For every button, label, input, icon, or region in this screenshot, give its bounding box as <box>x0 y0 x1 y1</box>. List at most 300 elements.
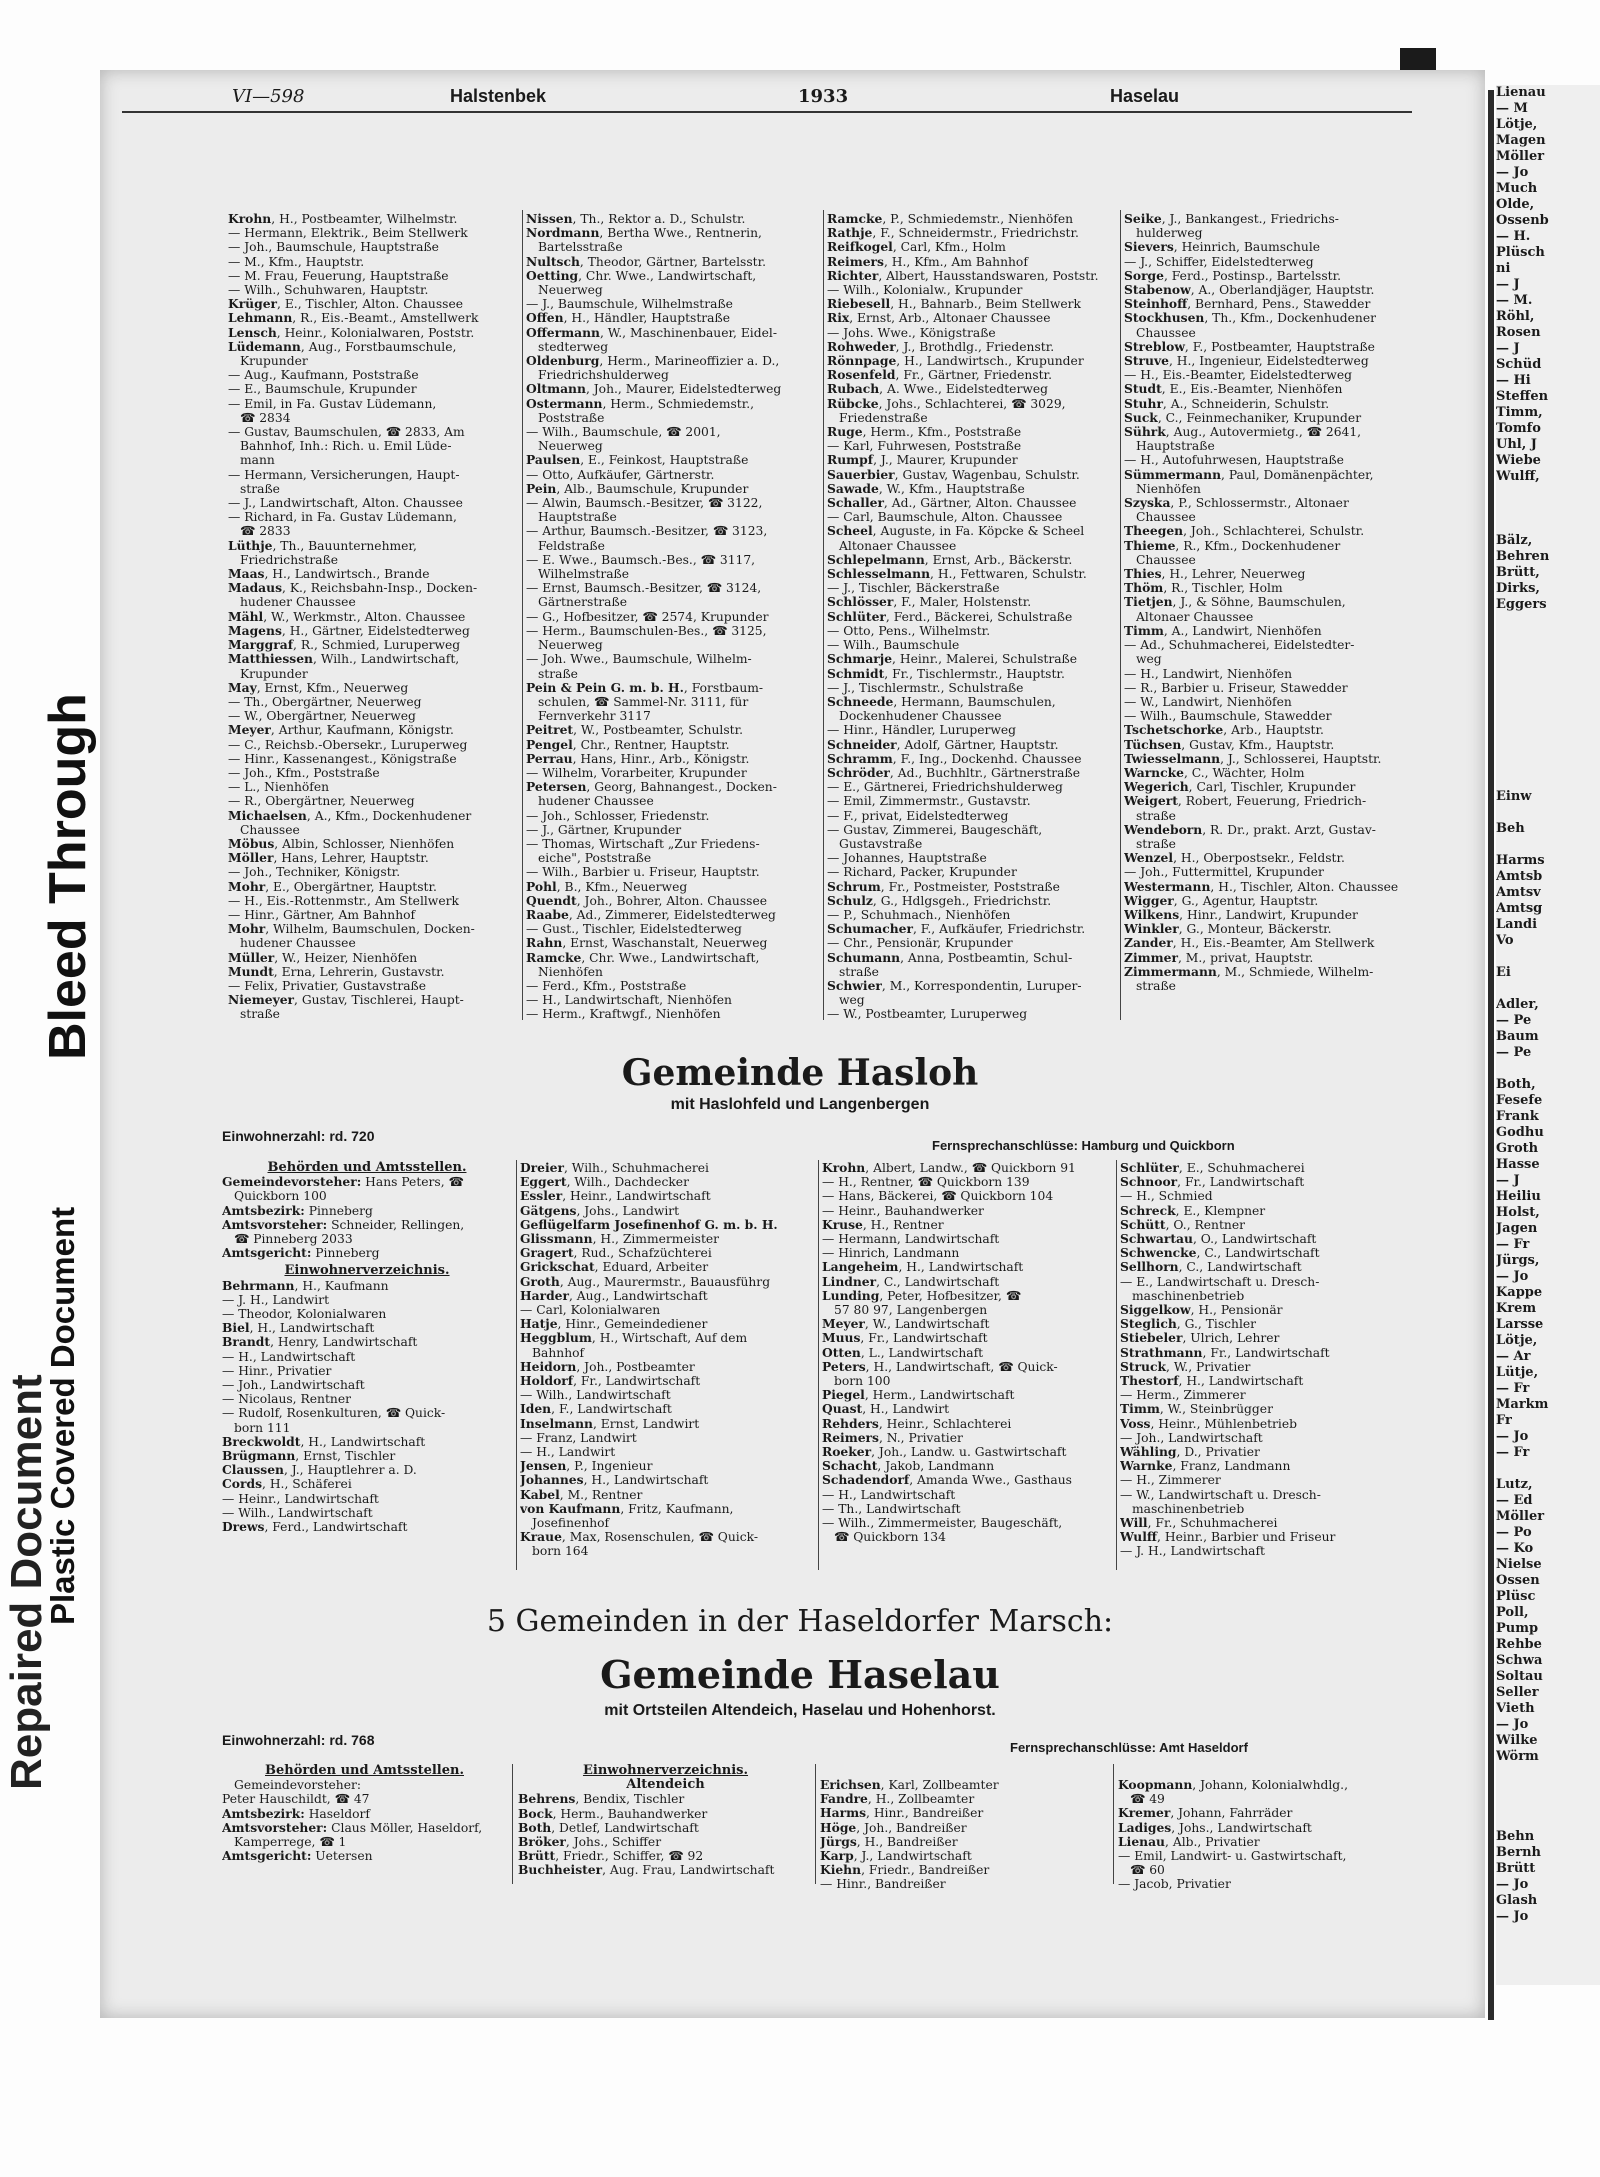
directory-entry: Westermann, H., Tischler, Alton. Chaussee <box>1124 879 1399 894</box>
directory-entry: — Carl, Baumschule, Alton. Chaussee <box>827 510 1063 525</box>
hasloh-authorities-heading: Behörden und Amtsstellen. <box>267 1160 467 1175</box>
directory-entry: — Wilh., Landwirtschaft <box>520 1388 671 1403</box>
directory-entry: maschinenbetrieb <box>1132 1501 1245 1516</box>
next-page-fragment <box>1496 837 1600 853</box>
directory-entry: Wilkens, Hinr., Landwirt, Krupunder <box>1124 907 1358 922</box>
next-page-fragment <box>1496 741 1600 757</box>
next-page-fragment <box>1496 757 1600 773</box>
directory-entry: — Heinr., Bauhandwerker <box>822 1203 984 1218</box>
directory-entry: Langeheim, H., Landwirtschaft <box>822 1260 1024 1275</box>
directory-entry: Both, Detlef, Landwirtschaft <box>518 1820 699 1835</box>
directory-entry: — M. Frau, Feuerung, Hauptstraße <box>228 268 449 283</box>
next-page-fragment: Ossenb <box>1496 213 1549 228</box>
directory-entry: — Johs. Wwe., Königstraße <box>827 325 996 340</box>
directory-entry: Rohweder, J., Brothdlg., Friedenstr. <box>827 339 1055 354</box>
directory-entry: Matthiessen, Wilh., Landwirtschaft, <box>228 652 460 667</box>
directory-entry: — E., Landwirtschaft u. Dresch- <box>1120 1274 1320 1289</box>
directory-entry: Krohn, Albert, Landw., ☎ Quickborn 91 <box>822 1161 1076 1175</box>
directory-entry: Scheel, Auguste, in Fa. Köpcke & Scheel <box>827 524 1085 539</box>
directory-entry: 57 80 97, Langenbergen <box>834 1303 988 1318</box>
directory-entry: — E., Gärtnerei, Friedrichshulderweg <box>827 780 1063 795</box>
next-page-fragment: Wörm <box>1496 1749 1539 1764</box>
directory-entry: Behrmann, H., Kaufmann <box>222 1278 389 1293</box>
directory-entry: Fernverkehr 3117 <box>538 709 651 724</box>
directory-entry: — H., Schmied <box>1120 1189 1213 1204</box>
next-page-fragment: Vo <box>1496 933 1514 948</box>
next-page-fragment: Behn <box>1496 1829 1535 1844</box>
directory-entry: eiche", Poststraße <box>538 851 652 866</box>
directory-entry: Reifkogel, Carl, Kfm., Holm <box>827 240 1006 255</box>
next-page-fragment: Kappe <box>1496 1285 1543 1300</box>
next-page-fragment <box>1496 709 1600 725</box>
directory-entry: Krohn, H., Postbeamter, Wilhelmstr. <box>228 212 458 226</box>
directory-entry: Feldstraße <box>538 538 605 553</box>
directory-entry: Pohl, B., Kfm., Neuerweg <box>526 879 688 894</box>
directory-entry: Kruse, H., Rentner <box>822 1217 944 1232</box>
directory-entry: Pengel, Chr., Rentner, Hauptstr. <box>526 737 730 752</box>
directory-entry: — Herm., Kraftwgf., Nienhöfen <box>526 1007 721 1022</box>
directory-entry: — H., Landwirtschaft, Nienhöfen <box>526 993 732 1008</box>
directory-entry: Lienau, Alb., Privatier <box>1118 1834 1260 1849</box>
directory-entry: Hatje, Hinr., Gemeindediener <box>520 1317 708 1332</box>
directory-entry: Theegen, Joh., Schlachterei, Schulstr. <box>1124 524 1365 539</box>
directory-entry: Inselmann, Ernst, Landwirt <box>520 1416 700 1431</box>
next-page-fragment: — Jo <box>1496 1877 1529 1892</box>
directory-entry: — W., Postbeamter, Luruperweg <box>827 1007 1028 1022</box>
next-page-fragment: Landi <box>1496 917 1538 932</box>
directory-entry: Petersen, Georg, Bahnangest., Docken- <box>526 780 777 795</box>
next-page-fragment: Ossen <box>1496 1573 1540 1588</box>
next-page-fragment: Rehbe <box>1496 1637 1542 1652</box>
directory-entry: born 164 <box>532 1544 589 1559</box>
directory-entry: Kremer, Johann, Fahrräder <box>1118 1806 1293 1821</box>
next-page-fragment: Glash <box>1496 1893 1538 1908</box>
directory-entry: Tschetschorke, Arb., Hauptstr. <box>1124 723 1324 738</box>
directory-entry: Rehders, Heinr., Schlachterei <box>822 1416 1012 1431</box>
directory-entry: Rosenfeld, Fr., Gärtner, Friedenstr. <box>827 368 1052 383</box>
next-page-fragment: Lutz, <box>1496 1477 1533 1492</box>
directory-entry: Marggraf, R., Schmied, Luruperweg <box>228 638 461 653</box>
directory-entry: Claussen, J., Hauptlehrer a. D. <box>222 1463 417 1478</box>
next-page-fragment: Wilke <box>1496 1733 1538 1748</box>
directory-entry: Thöm, R., Tischler, Holm <box>1124 581 1283 596</box>
directory-entry: Magens, H., Gärtner, Eidelstedterweg <box>228 623 470 638</box>
next-page-fragment: Baum <box>1496 1029 1539 1044</box>
directory-entry: — Hinr., Privatier <box>222 1363 332 1378</box>
haselau-authorities <box>222 1778 507 1863</box>
directory-entry: Wenzel, H., Oberpostsekr., Feldstr. <box>1124 851 1345 866</box>
next-page-fragment: — Fr <box>1496 1381 1530 1396</box>
directory-entry: hudener Chaussee <box>240 595 356 610</box>
next-page-fragment: — J <box>1496 341 1520 356</box>
halstenbek-col-4 <box>1124 212 1414 993</box>
next-page-fragment: Pump <box>1496 1621 1539 1636</box>
directory-entry: — Joh., Baumschule, Hauptstraße <box>228 240 439 255</box>
hasloh-subtitle: mit Haslohfeld und Langenbergen <box>670 1096 930 1113</box>
directory-entry: Pein, Alb., Baumschule, Krupunder <box>526 481 749 496</box>
next-page-fragment: Hasse <box>1496 1157 1540 1172</box>
directory-entry: Amtsbezirk: Haseldorf <box>222 1806 370 1821</box>
directory-entry: Will, Fr., Schuhmacherei <box>1120 1516 1278 1531</box>
directory-entry: Karp, J., Landwirtschaft <box>820 1849 972 1864</box>
next-page-fragment: Timm, <box>1496 405 1543 420</box>
directory-entry: Sührk, Aug., Autovermietg., ☎ 2641, <box>1124 425 1362 440</box>
directory-entry: Lüdemann, Aug., Forstbaumschule, <box>228 339 457 354</box>
haselau-col-2 <box>518 1764 813 1878</box>
directory-entry: Schlepelmann, Ernst, Arb., Bäckerstr. <box>827 552 1073 567</box>
directory-entry: Peitret, W., Postbeamter, Schulstr. <box>526 723 744 738</box>
directory-entry: — H., Eis.-Rottenmstr., Am Stellwerk <box>228 893 459 908</box>
directory-entry: Heggblum, H., Wirtschaft, Auf dem <box>520 1331 748 1346</box>
directory-entry: Voss, Heinr., Mühlenbetrieb <box>1120 1416 1298 1431</box>
next-page-fragment: Brütt, <box>1496 565 1540 580</box>
directory-entry: Kiehn, Friedr., Bandreißer <box>820 1863 990 1878</box>
directory-entry: May, Ernst, Kfm., Neuerweg <box>228 680 409 695</box>
directory-entry: Wendeborn, R. Dr., prakt. Arzt, Gustav- <box>1124 822 1376 837</box>
next-page-fragment <box>1496 981 1600 997</box>
directory-entry: — H., Landwirt, Nienhöfen <box>1124 666 1293 681</box>
directory-entry: — Joh. Wwe., Baumschule, Wilhelm- <box>526 652 752 667</box>
directory-entry: — Emil, Landwirt- u. Gastwirtschaft, <box>1118 1849 1347 1864</box>
directory-entry: Gemeindevorsteher: <box>234 1778 362 1793</box>
next-page-fragment <box>1496 693 1600 709</box>
next-page-fragment: — Ar <box>1496 1349 1531 1364</box>
next-page-fragment: — Fr <box>1496 1445 1530 1460</box>
next-page-fragment: Magen <box>1496 133 1546 148</box>
directory-entry: Offen, H., Händler, Hauptstraße <box>526 311 730 326</box>
directory-entry: Ruge, Herm., Kfm., Poststraße <box>827 425 1022 440</box>
next-page-fragment <box>1496 517 1600 533</box>
column-divider <box>815 1764 816 1884</box>
directory-entry: — Nicolaus, Rentner <box>222 1392 351 1407</box>
directory-entry: Reimers, H., Kfm., Am Bahnhof <box>827 254 1028 269</box>
directory-entry: — Gustav, Baumschulen, ☎ 2833, Am <box>228 425 465 440</box>
directory-entry: Koopmann, Johann, Kolonialwhdlg., <box>1118 1778 1348 1792</box>
directory-entry: — H., Eis.-Beamter, Eidelstedterweg <box>1124 368 1352 383</box>
directory-entry: Madaus, K., Reichsbahn-Insp., Docken- <box>228 581 478 596</box>
next-page-fragment: Röhl, <box>1496 309 1535 324</box>
next-page-fragment: Lötje, <box>1496 117 1538 132</box>
directory-entry: Gemeindevorsteher: Hans Peters, ☎ <box>222 1175 464 1190</box>
directory-entry: — Hermann, Elektrik., Beim Stellwerk <box>228 226 468 241</box>
next-page-fragment: Markm <box>1496 1397 1549 1412</box>
directory-entry: straße <box>538 666 578 681</box>
directory-entry: Amtsvorsteher: Claus Möller, Haseldorf, <box>222 1820 483 1835</box>
directory-entry: Mähl, W., Werkmstr., Alton. Chaussee <box>228 609 466 624</box>
directory-entry: Sauerbier, Gustav, Wagenbau, Schulstr. <box>827 467 1080 482</box>
hasloh-col-1 <box>222 1161 512 1534</box>
directory-entry: — Joh., Landwirtschaft <box>1120 1430 1263 1445</box>
next-page-fragment <box>1496 725 1600 741</box>
directory-entry: Drews, Ferd., Landwirtschaft <box>222 1520 408 1535</box>
directory-entry: — W., Landwirt, Nienhöfen <box>1124 694 1292 709</box>
directory-entry: — G., Hofbesitzer, ☎ 2574, Krupunder <box>526 609 769 624</box>
next-page-fragment <box>1496 805 1600 821</box>
directory-entry: maschinenbetrieb <box>1132 1288 1245 1303</box>
directory-entry: — Otto, Aufkäufer, Gärtnerstr. <box>526 467 715 482</box>
directory-entry: Zander, H., Eis.-Beamter, Am Stellwerk <box>1124 936 1375 951</box>
directory-entry: — Ferd., Kfm., Poststraße <box>526 978 687 993</box>
directory-entry: Schmidt, Fr., Tischlermstr., Hauptstr. <box>827 666 1065 681</box>
directory-entry: Peters, H., Landwirtschaft, ☎ Quick- <box>822 1359 1058 1374</box>
directory-entry: — Hinr., Händler, Luruperweg <box>827 723 1017 738</box>
directory-entry: — Hermann, Versicherungen, Haupt- <box>228 467 460 482</box>
directory-entry: Sümmermann, Paul, Domänenpächter, <box>1124 467 1374 482</box>
next-page-fragment: Adler, <box>1496 997 1539 1012</box>
directory-entry: Schlesselmann, H., Fettwaren, Schulstr. <box>827 567 1087 582</box>
directory-entry: — F., privat, Eidelstedterweg <box>827 808 1009 823</box>
directory-entry: — Hinr., Kassenangest., Königstraße <box>228 751 457 766</box>
next-page-fragment: — Jo <box>1496 165 1529 180</box>
directory-entry: — M., Kfm., Hauptstr. <box>228 254 365 269</box>
directory-entry: — Wilh., Landwirtschaft <box>222 1505 373 1520</box>
directory-entry: Krupunder <box>240 666 308 681</box>
directory-entry: Erichsen, Karl, Zollbeamter <box>820 1778 999 1792</box>
directory-entry: — Wilh., Baumschule <box>827 638 960 653</box>
next-page-fragment: Uhl, J <box>1496 437 1537 452</box>
directory-entry: Streblow, F., Postbeamter, Hauptstraße <box>1124 339 1375 354</box>
next-page-fragment: Wiebe <box>1496 453 1541 468</box>
directory-entry: — Karl, Fuhrwesen, Poststraße <box>827 439 1022 454</box>
haselau-title: Gemeinde Haselau <box>600 1652 1000 1697</box>
directory-entry: Reimers, N., Privatier <box>822 1430 963 1445</box>
next-page-fragment: — M <box>1496 101 1528 116</box>
directory-entry: Mohr, E., Obergärtner, Hauptstr. <box>228 879 437 894</box>
directory-entry: Rönnpage, H., Landwirtsch., Krupunder <box>827 354 1084 369</box>
hasloh-population: Einwohnerzahl: rd. 720 <box>222 1128 375 1144</box>
directory-entry: Quendt, Joh., Bohrer, Alton. Chaussee <box>526 893 768 908</box>
directory-entry: Zimmermann, M., Schmiede, Wilhelm- <box>1124 964 1374 979</box>
directory-entry: — Joh., Techniker, Königstr. <box>228 865 401 880</box>
directory-entry: straße <box>839 964 879 979</box>
next-page-fragment: Fr <box>1496 1413 1512 1428</box>
next-page-fragment: — Ko <box>1496 1541 1534 1556</box>
next-page-fragment: — H. <box>1496 229 1531 244</box>
directory-entry: Roeker, Joh., Landw. u. Gastwirtschaft <box>822 1445 1067 1460</box>
next-page-fragment <box>1496 1461 1600 1477</box>
next-page-text <box>1496 85 1600 1925</box>
directory-entry: Hauptstraße <box>538 510 617 525</box>
next-page-fragment: Rosen <box>1496 325 1541 340</box>
haselau-residents-1 <box>518 1792 813 1877</box>
directory-entry: Ladiges, Johs., Landwirtschaft <box>1118 1820 1312 1835</box>
directory-entry: — Gustav, Zimmerei, Baugeschäft, <box>827 822 1043 837</box>
directory-entry: — R., Obergärtner, Neuerweg <box>228 794 415 809</box>
directory-entry: — Hinr., Gärtner, Am Bahnhof <box>228 907 416 922</box>
directory-entry: Schnoor, Fr., Landwirtschaft <box>1120 1175 1305 1190</box>
directory-entry: Kraue, Max, Rosenschulen, ☎ Quick- <box>520 1530 758 1545</box>
directory-entry: — Ernst, Baumsch.-Besitzer, ☎ 3124, <box>526 581 762 596</box>
directory-entry: Winkler, G., Monteur, Bäckerstr. <box>1124 922 1332 937</box>
directory-entry: — Emil, Zimmermstr., Gustavstr. <box>827 794 1031 809</box>
next-page-fragment: Bälz, <box>1496 533 1533 548</box>
directory-entry: Dockenhudener Chaussee <box>839 709 1002 724</box>
column-divider <box>1113 1764 1114 1884</box>
directory-entry: — Th., Obergärtner, Neuerweg <box>228 694 422 709</box>
page-number: VI—598 <box>232 86 305 107</box>
directory-entry: Stockhusen, Th., Kfm., Dockenhudener <box>1124 311 1376 326</box>
directory-entry: Struve, H., Ingenieur, Eidelstedterweg <box>1124 354 1369 369</box>
directory-entry: Thestorf, H., Landwirtschaft <box>1120 1374 1304 1389</box>
directory-entry: — J., Tischler, Bäckerstraße <box>827 581 1000 596</box>
directory-entry: Ostermann, Herm., Schmiedemstr., <box>526 396 755 411</box>
directory-entry: Nissen, Th., Rektor a. D., Schulstr. <box>526 212 746 226</box>
directory-entry: — Felix, Privatier, Gustavstraße <box>228 978 427 993</box>
next-page-fragment: — Fr <box>1496 1237 1530 1252</box>
directory-entry: Neuerweg <box>538 638 603 653</box>
directory-entry: Geflügelfarm Josefinenhof G. m. b. H. <box>520 1217 778 1232</box>
directory-entry: Schröder, Ad., Buchhltr., Gärtnerstraße <box>827 765 1080 780</box>
directory-entry: — P., Schuhmach., Nienhöfen <box>827 907 1011 922</box>
next-page-fragment: Poll, <box>1496 1605 1529 1620</box>
next-page-fragment: — Pe <box>1496 1045 1532 1060</box>
directory-entry: Friedenstraße <box>839 410 928 425</box>
directory-entry: Neuerweg <box>538 283 603 298</box>
directory-entry: Thieme, R., Kfm., Dockenhudener <box>1124 538 1341 553</box>
halstenbek-col-3 <box>827 212 1122 1022</box>
hasloh-col-2 <box>520 1161 815 1559</box>
directory-entry: Amtsvorsteher: Schneider, Rellingen, <box>222 1217 465 1232</box>
directory-entry: Iden, F., Landwirtschaft <box>520 1402 672 1417</box>
directory-entry: Oetting, Chr. Wwe., Landwirtschaft, <box>526 268 757 283</box>
next-page-fragment: Tomfo <box>1496 421 1541 436</box>
hasloh-residents-heading: Einwohnerverzeichnis. <box>284 1263 450 1279</box>
directory-entry: Stuhr, A., Schneiderin, Schulstr. <box>1124 396 1330 411</box>
directory-entry: Steinhoff, Bernhard, Pens., Stawedder <box>1124 297 1371 312</box>
directory-entry: schulen, ☎ Sammel-Nr. 3111, für <box>538 694 749 709</box>
directory-entry: Brügmann, Ernst, Tischler <box>222 1449 396 1464</box>
directory-entry: — Gust., Tischler, Eidelstedterweg <box>526 922 742 937</box>
directory-entry: — Heinr., Landwirtschaft <box>222 1491 379 1506</box>
next-page-fragment: Soltau <box>1496 1669 1543 1684</box>
column-divider <box>516 1160 517 1570</box>
directory-entry: Timm, A., Landwirt, Nienhöfen <box>1124 623 1322 638</box>
directory-entry: Nultsch, Theodor, Gärtner, Bartelsstr. <box>526 254 767 269</box>
directory-entry: Richter, Albert, Hausstandswaren, Poststr. <box>827 268 1099 283</box>
directory-entry: Perrau, Hans, Hinr., Arb., Königstr. <box>526 751 750 766</box>
next-page-fragment: — Jo <box>1496 1429 1529 1444</box>
directory-entry: Müller, W., Heizer, Nienhöfen <box>228 950 418 965</box>
directory-entry: Jensen, P., Ingenieur <box>520 1459 653 1474</box>
next-page-fragment: Eggers <box>1496 597 1547 612</box>
directory-entry: — Otto, Pens., Wilhelmstr. <box>827 623 991 638</box>
marsch-heading: 5 Gemeinden in der Haseldorfer Marsch: <box>486 1604 1114 1639</box>
directory-entry: — Herm., Baumschulen-Bes., ☎ 3125, <box>526 623 767 638</box>
next-page-fragment: Möller <box>1496 149 1545 164</box>
directory-entry: Amtsbezirk: Pinneberg <box>222 1203 373 1218</box>
directory-entry: Sievers, Heinrich, Baumschule <box>1124 240 1321 255</box>
directory-entry: Heidorn, Joh., Postbeamter <box>520 1359 695 1374</box>
directory-entry: Niemeyer, Gustav, Tischlerei, Haupt- <box>228 993 464 1008</box>
directory-entry: Biel, H., Landwirtschaft <box>222 1321 375 1336</box>
directory-entry: — Jacob, Privatier <box>1118 1877 1231 1892</box>
directory-entry: — Rudolf, Rosenkulturen, ☎ Quick- <box>222 1406 446 1421</box>
directory-entry: — Aug., Kaufmann, Poststraße <box>228 368 419 383</box>
directory-entry: straße <box>240 481 280 496</box>
directory-entry: Strathmann, Fr., Landwirtschaft <box>1120 1345 1330 1360</box>
directory-entry: Josefinenhof <box>532 1516 610 1531</box>
directory-entry: stedterweg <box>538 339 609 354</box>
haselau-residents-heading: Einwohnerverzeichnis. <box>582 1763 749 1778</box>
directory-entry: — E. Wwe., Baumsch.-Bes., ☎ 3117, <box>526 552 756 567</box>
directory-entry: Schumann, Anna, Postbeamtin, Schul- <box>827 950 1073 965</box>
directory-entry: Warnke, Franz, Landmann <box>1120 1459 1291 1474</box>
next-page-fragment <box>1496 1797 1600 1813</box>
next-page-fragment: — Jo <box>1496 1717 1529 1732</box>
directory-entry: Stiebeler, Ulrich, Lehrer <box>1120 1331 1280 1346</box>
directory-entry: mann <box>240 453 275 468</box>
directory-entry: — J. H., Landwirt <box>222 1292 330 1307</box>
next-page-fragment: Einw <box>1496 789 1532 804</box>
directory-entry: — Ad., Schuhmacherei, Eidelstedter- <box>1124 638 1355 653</box>
directory-entry: Gragert, Rud., Schafzüchterei <box>520 1246 712 1261</box>
directory-entry: — Hans, Bäckerei, ☎ Quickborn 104 <box>822 1189 1054 1204</box>
directory-entry: Mundt, Erna, Lehrerin, Gustavstr. <box>228 964 445 979</box>
directory-entry: Nienhöfen <box>1136 481 1201 496</box>
directory-entry: — H., Autofuhrwesen, Hauptstraße <box>1124 453 1344 468</box>
next-page-fragment: — Hi <box>1496 373 1531 388</box>
next-page-fragment: Krem <box>1496 1301 1537 1316</box>
directory-entry: Krupunder <box>240 354 308 369</box>
next-page-fragment: Bernh <box>1496 1845 1542 1860</box>
directory-entry: Rübcke, Johs., Schlachterei, ☎ 3029, <box>827 396 1066 411</box>
next-page-fragment: — Jo <box>1496 1909 1529 1924</box>
next-page-fragment: Groth <box>1496 1141 1539 1156</box>
directory-entry: — L., Nienhöfen <box>228 780 330 795</box>
next-page-fragment: Schwa <box>1496 1653 1543 1668</box>
haselau-col-4 <box>1118 1778 1408 1892</box>
column-divider <box>1120 210 1121 1020</box>
directory-entry: Bartelsstraße <box>538 240 623 255</box>
header-year: 1933 <box>798 86 849 107</box>
directory-entry: — Wilh., Baumschule, Stawedder <box>1124 709 1332 724</box>
directory-entry: — W., Landwirtschaft u. Dresch- <box>1120 1487 1321 1502</box>
directory-entry: Szyska, P., Schlossermstr., Altonaer <box>1124 496 1349 511</box>
directory-entry: — J., Landwirtschaft, Alton. Chaussee <box>228 496 463 511</box>
next-page-fragment: Beh <box>1496 821 1525 836</box>
directory-entry: Gätgens, Johs., Landwirt <box>520 1203 680 1218</box>
directory-entry: Schaller, Ad., Gärtner, Alton. Chaussee <box>827 496 1077 511</box>
directory-entry: Ramcke, Chr. Wwe., Landwirtschaft, <box>526 950 760 965</box>
directory-entry: Schacht, Jakob, Landmann <box>822 1459 995 1474</box>
directory-entry: Holdorf, Fr., Landwirtschaft <box>520 1374 701 1389</box>
next-page-fragment <box>1496 677 1600 693</box>
directory-entry: Schmarje, Heinr., Malerei, Schulstraße <box>827 652 1078 667</box>
directory-entry: Höge, Joh., Bandreißer <box>820 1820 967 1835</box>
next-page-fragment: Holst, <box>1496 1205 1540 1220</box>
directory-entry: Seike, J., Bankangest., Friedrichs- <box>1124 212 1339 226</box>
directory-entry: Lehmann, R., Eis.-Beamt., Amstellwerk <box>228 311 479 326</box>
directory-entry: — H., Rentner, ☎ Quickborn 139 <box>822 1175 1030 1190</box>
directory-entry: Tietjen, J., & Söhne, Baumschulen, <box>1124 595 1346 610</box>
directory-entry: — H., Landwirtschaft <box>822 1487 956 1502</box>
directory-entry: Lunding, Peter, Hofbesitzer, ☎ <box>822 1288 1022 1303</box>
directory-entry: Schneede, Hermann, Baumschulen, <box>827 694 1056 709</box>
directory-entry: Cords, H., Schäferei <box>222 1477 352 1492</box>
directory-entry: Jürgs, H., Bandreißer <box>820 1834 958 1849</box>
directory-entry: Wähling, D., Privatier <box>1120 1445 1260 1460</box>
next-page-fragment: — Pe <box>1496 1013 1532 1028</box>
directory-entry: Möller, Hans, Lehrer, Hauptstr. <box>228 851 429 866</box>
directory-entry: — R., Barbier u. Friseur, Stawedder <box>1124 680 1348 695</box>
next-page-fragment: Godhu <box>1496 1125 1544 1140</box>
directory-entry: — Theodor, Kolonialwaren <box>222 1307 387 1322</box>
directory-entry: von Kaufmann, Fritz, Kaufmann, <box>520 1501 734 1516</box>
directory-entry: Nordmann, Bertha Wwe., Rentnerin, <box>526 226 762 241</box>
next-page-fragment: Amtsb <box>1496 869 1543 884</box>
directory-entry: Bahnhof, Inh.: Rich. u. Emil Lüde- <box>240 439 452 454</box>
directory-entry: — J., Schiffer, Eidelstedterweg <box>1124 254 1314 269</box>
